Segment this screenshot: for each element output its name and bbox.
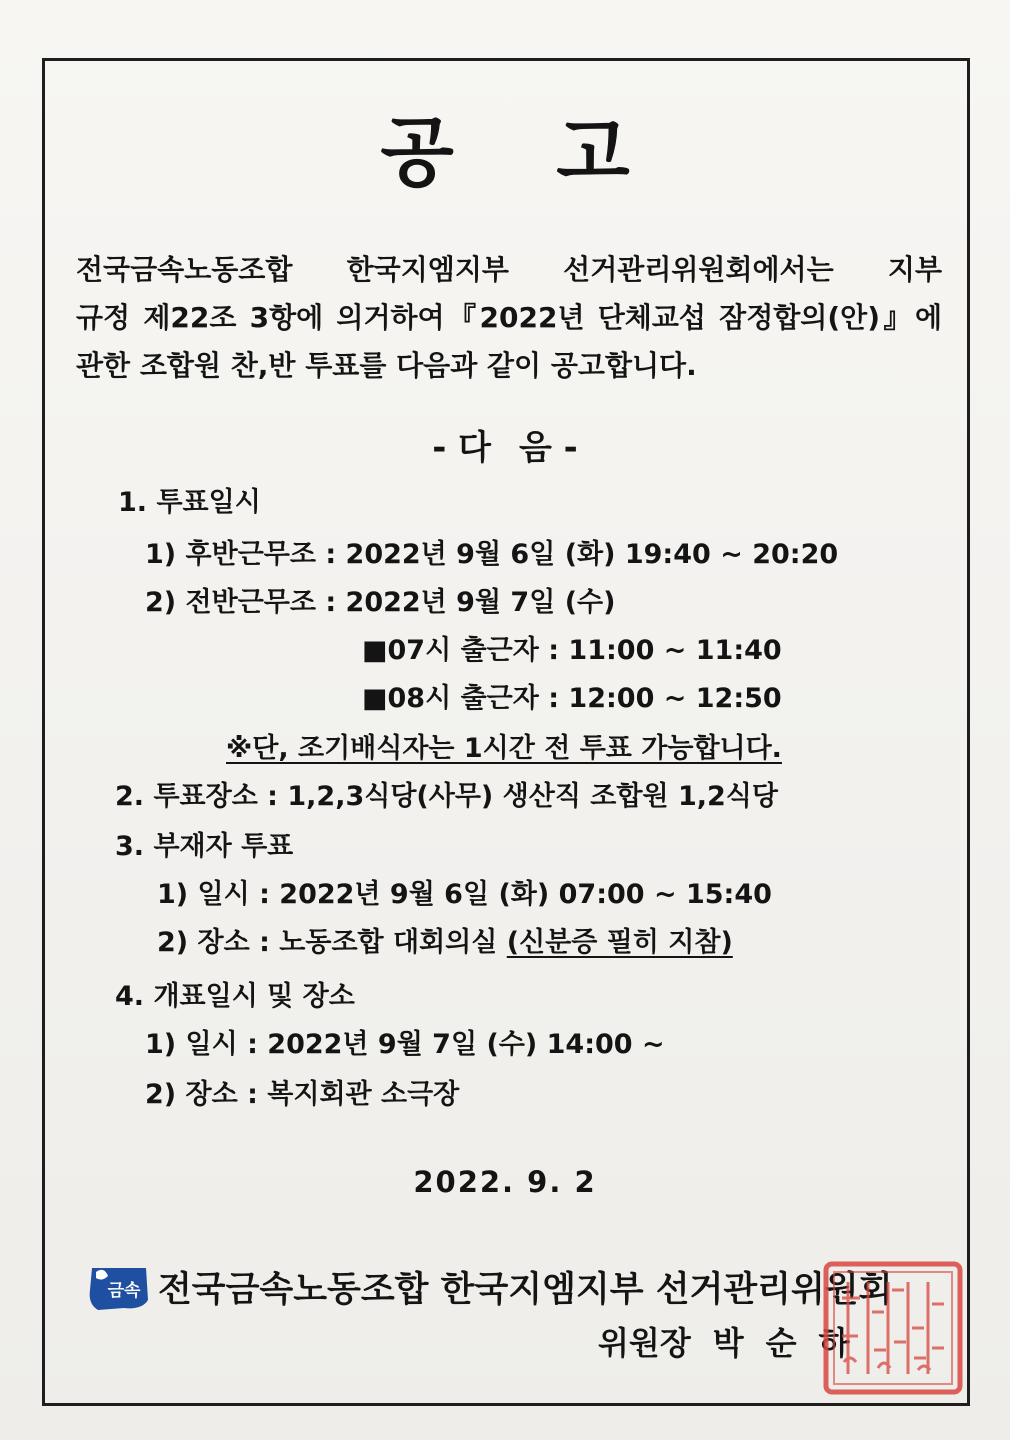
union-logo [84, 1260, 154, 1314]
intro-line-1: 전국금속노동조합 한국지엠지부 선거관리위원회에서는 지부 [76, 253, 942, 286]
absentee-vote-location [157, 920, 733, 959]
intro-line-3: 관한 조합원 찬,반 투표를 다음과 같이 공고합니다. [76, 349, 697, 382]
id-required-note: (신분증 필히 지참) [506, 927, 733, 958]
vote-datetime-title: 1. 투표일시 [118, 487, 261, 518]
heading-left: - 다 [432, 428, 491, 468]
organization-name: 전국금속노동조합 한국지엠지부 선거관리위원회 [158, 1270, 893, 1310]
chair-role: 위원장 [598, 1324, 691, 1362]
chair-signature [598, 1318, 850, 1364]
logo-text: 금속 [107, 1281, 141, 1301]
vote-08-arrivals: ■08시 출근자 : 12:00 ~ 12:50 [362, 683, 782, 714]
early-meal-note: ※단, 조기배식자는 1시간 전 투표 가능합니다. [226, 733, 782, 764]
absentee-vote-title: 3. 부재자 투표 [115, 831, 294, 862]
chair-name-3: 하 [818, 1324, 850, 1362]
counting-location: 2) 장소 : 복지회관 소극장 [145, 1079, 460, 1110]
vote-late-shift: 1) 후반근무조 : 2022년 9월 6일 (화) 19:40 ~ 20:20 [145, 539, 839, 570]
official-seal [820, 1258, 966, 1398]
intro-line-2: 규정 제22조 3항에 의거하여『2022년 단체교섭 잠정합의(안)』에 [76, 301, 942, 334]
absentee-location-text: 2) 장소 : 노동조합 대회의실 [157, 927, 498, 958]
vote-07-arrivals: ■07시 출근자 : 11:00 ~ 11:40 [362, 635, 782, 666]
section-heading [0, 420, 1010, 469]
notice-date: 2022. 9. 2 [413, 1165, 597, 1199]
counting-title: 4. 개표일시 및 장소 [115, 981, 355, 1012]
absentee-vote-datetime: 1) 일시 : 2022년 9월 6일 (화) 07:00 ~ 15:40 [157, 879, 772, 910]
chair-name-2: 순 [765, 1324, 797, 1362]
vote-early-shift: 2) 전반근무조 : 2022년 9월 7일 (수) [145, 587, 616, 618]
notice-title: 공 고 [380, 108, 668, 197]
counting-datetime: 1) 일시 : 2022년 9월 7일 (수) 14:00 ~ [145, 1029, 665, 1060]
chair-name-1: 박 [712, 1324, 744, 1362]
vote-location: 2. 투표장소 : 1,2,3식당(사무) 생산직 조합원 1,2식당 [115, 781, 778, 812]
heading-right: 음 - [519, 428, 578, 468]
